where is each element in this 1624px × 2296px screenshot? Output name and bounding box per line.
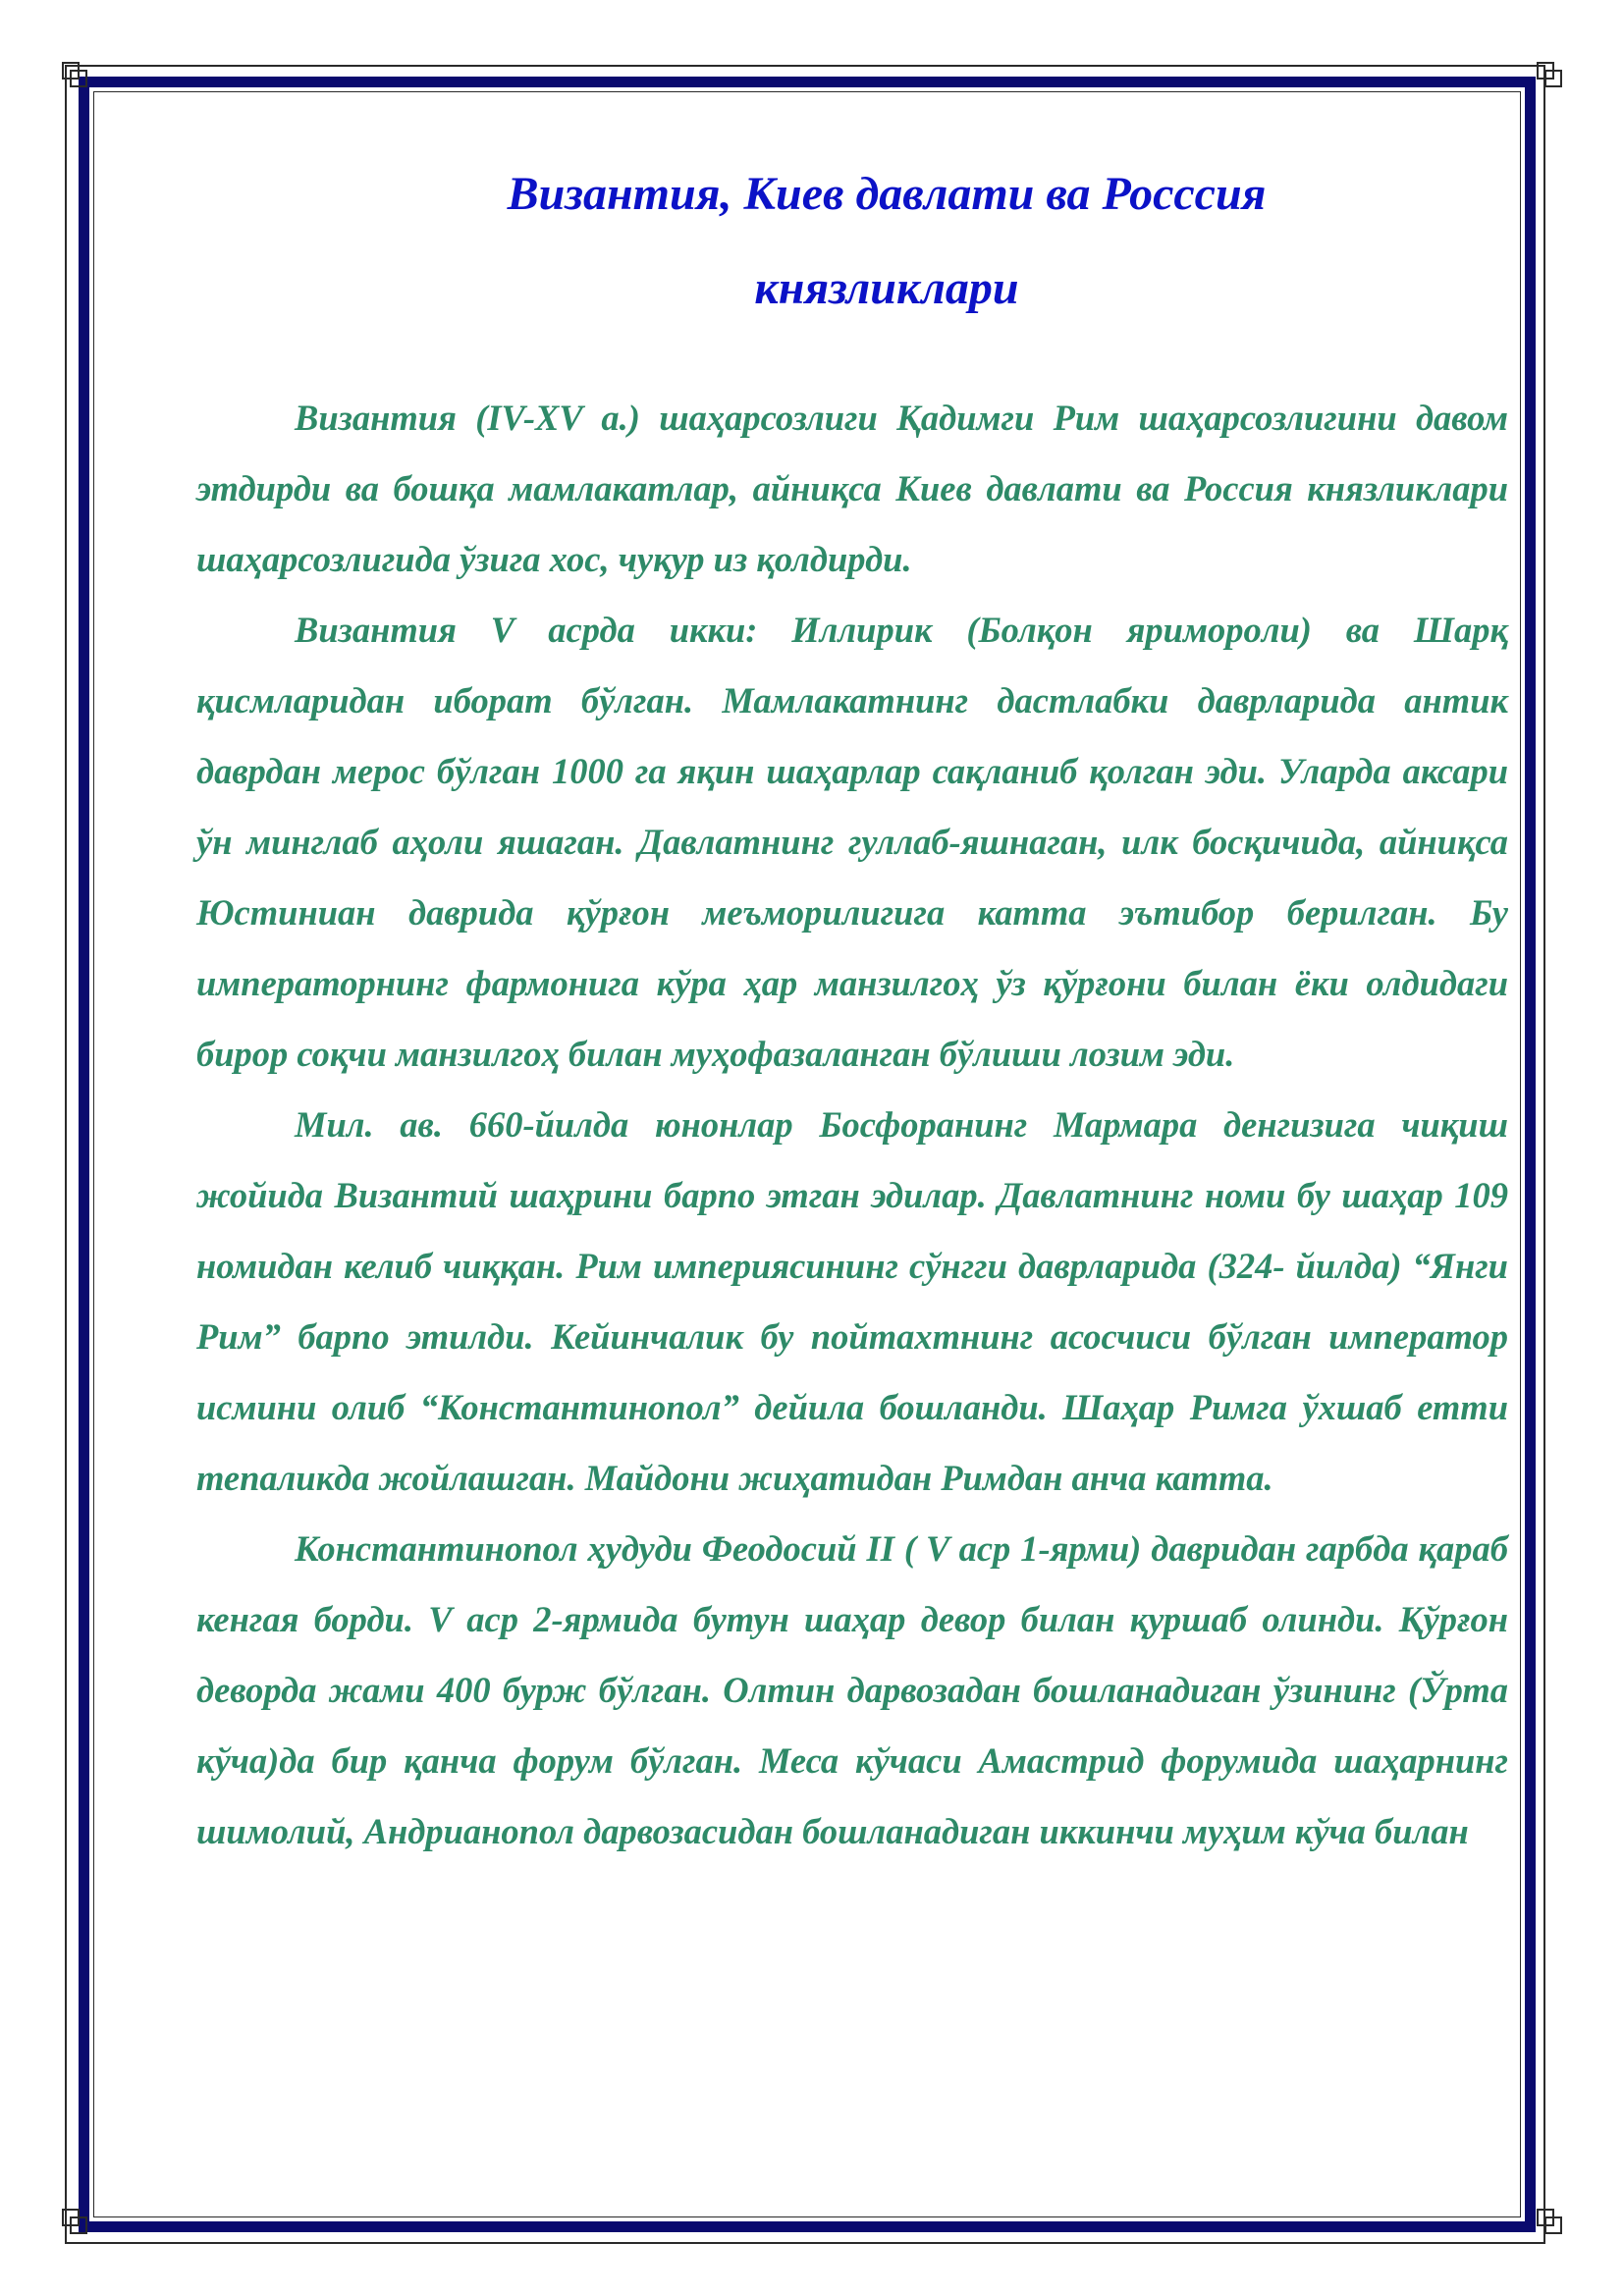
document-body [196,147,1508,1867]
title-line-1: Византия, Киев давлати ва Росссия [507,168,1267,220]
title-line-2: князликлари [754,262,1019,314]
paragraph-1: Византия (IV-XV а.) шаҳарсозлиги Қадимги Рим шаҳарсозлигини давом этдирди ва бошқа мамлакатлар, айниқса Киев давлати ва Россия князликлари шаҳарсозлигида ўзига хос, чуқур из қолдирди. [196,398,1508,579]
paragraph-4: Константинопол ҳудуди Феодосий II ( V аср 1-ярми) давридан гарбда қараб кенгая борди. V аср 2-ярмида бутун шаҳар девор билан қуршаб олинди. Қўрғон деворда жами 400 бурж бўлган. Олтин дарвозадан бошланадиган ўзининг (Ўрта кўча)да бир қанча форум бўлган. Меса кўчаси Амастрид форумида шаҳарнинг шимолий, Андрианопол дарвозасидан бошланадиган иккинчи муҳим кўча билан [196,1528,1508,1851]
paragraph-2: Византия V асрда икки: Иллирик (Болқон яриморoли) ва Шарқ қисмларидан иборат бўлган. Мамлакатнинг дастлабки даврларида антик даврдан мерос бўлган 1000 га яқин шаҳарлар сақланиб қолган эди. Уларда аксари ўн минглаб аҳоли яшаган. Давлатнинг гуллаб-яшнаган, илк босқичида, айниқса Юстиниан даврида қўрғон меъморилигига катта эътибор берилган. Бу императорнинг фармонига кўра ҳар манзилгоҳ ўз қўрғони билан ёки олдидаги бирор соқчи манзилгоҳ билан муҳофазаланган бўлиши лозим эди. [196,610,1508,1074]
corner-ornament-top-left [62,62,87,87]
corner-ornament-top-right [1537,62,1562,87]
corner-ornament-bottom-left [62,2209,87,2234]
paragraph-3: Мил. ав. 660-йилда юнонлар Босфоранинг Мармара денгизига чиқиш жойида Византий шаҳрини барпо этган эдилар. Давлатнинг номи бу шаҳар 109 номидан келиб чиққан. Рим империясининг сўнгги даврларида (324- йилда) “Янги Рим” барпо этилди. Кейинчалик бу пойтахтнинг асосчиси бўлган император исмини олиб “Константинопол” дейила бошланди. Шаҳар Римга ўхшаб етти тепаликда жойлашган. Майдони жиҳатидан Римдан анча катта. [196,1104,1508,1498]
corner-ornament-bottom-right [1537,2209,1562,2234]
document-title [196,147,1508,336]
title-spacer [196,336,1508,383]
